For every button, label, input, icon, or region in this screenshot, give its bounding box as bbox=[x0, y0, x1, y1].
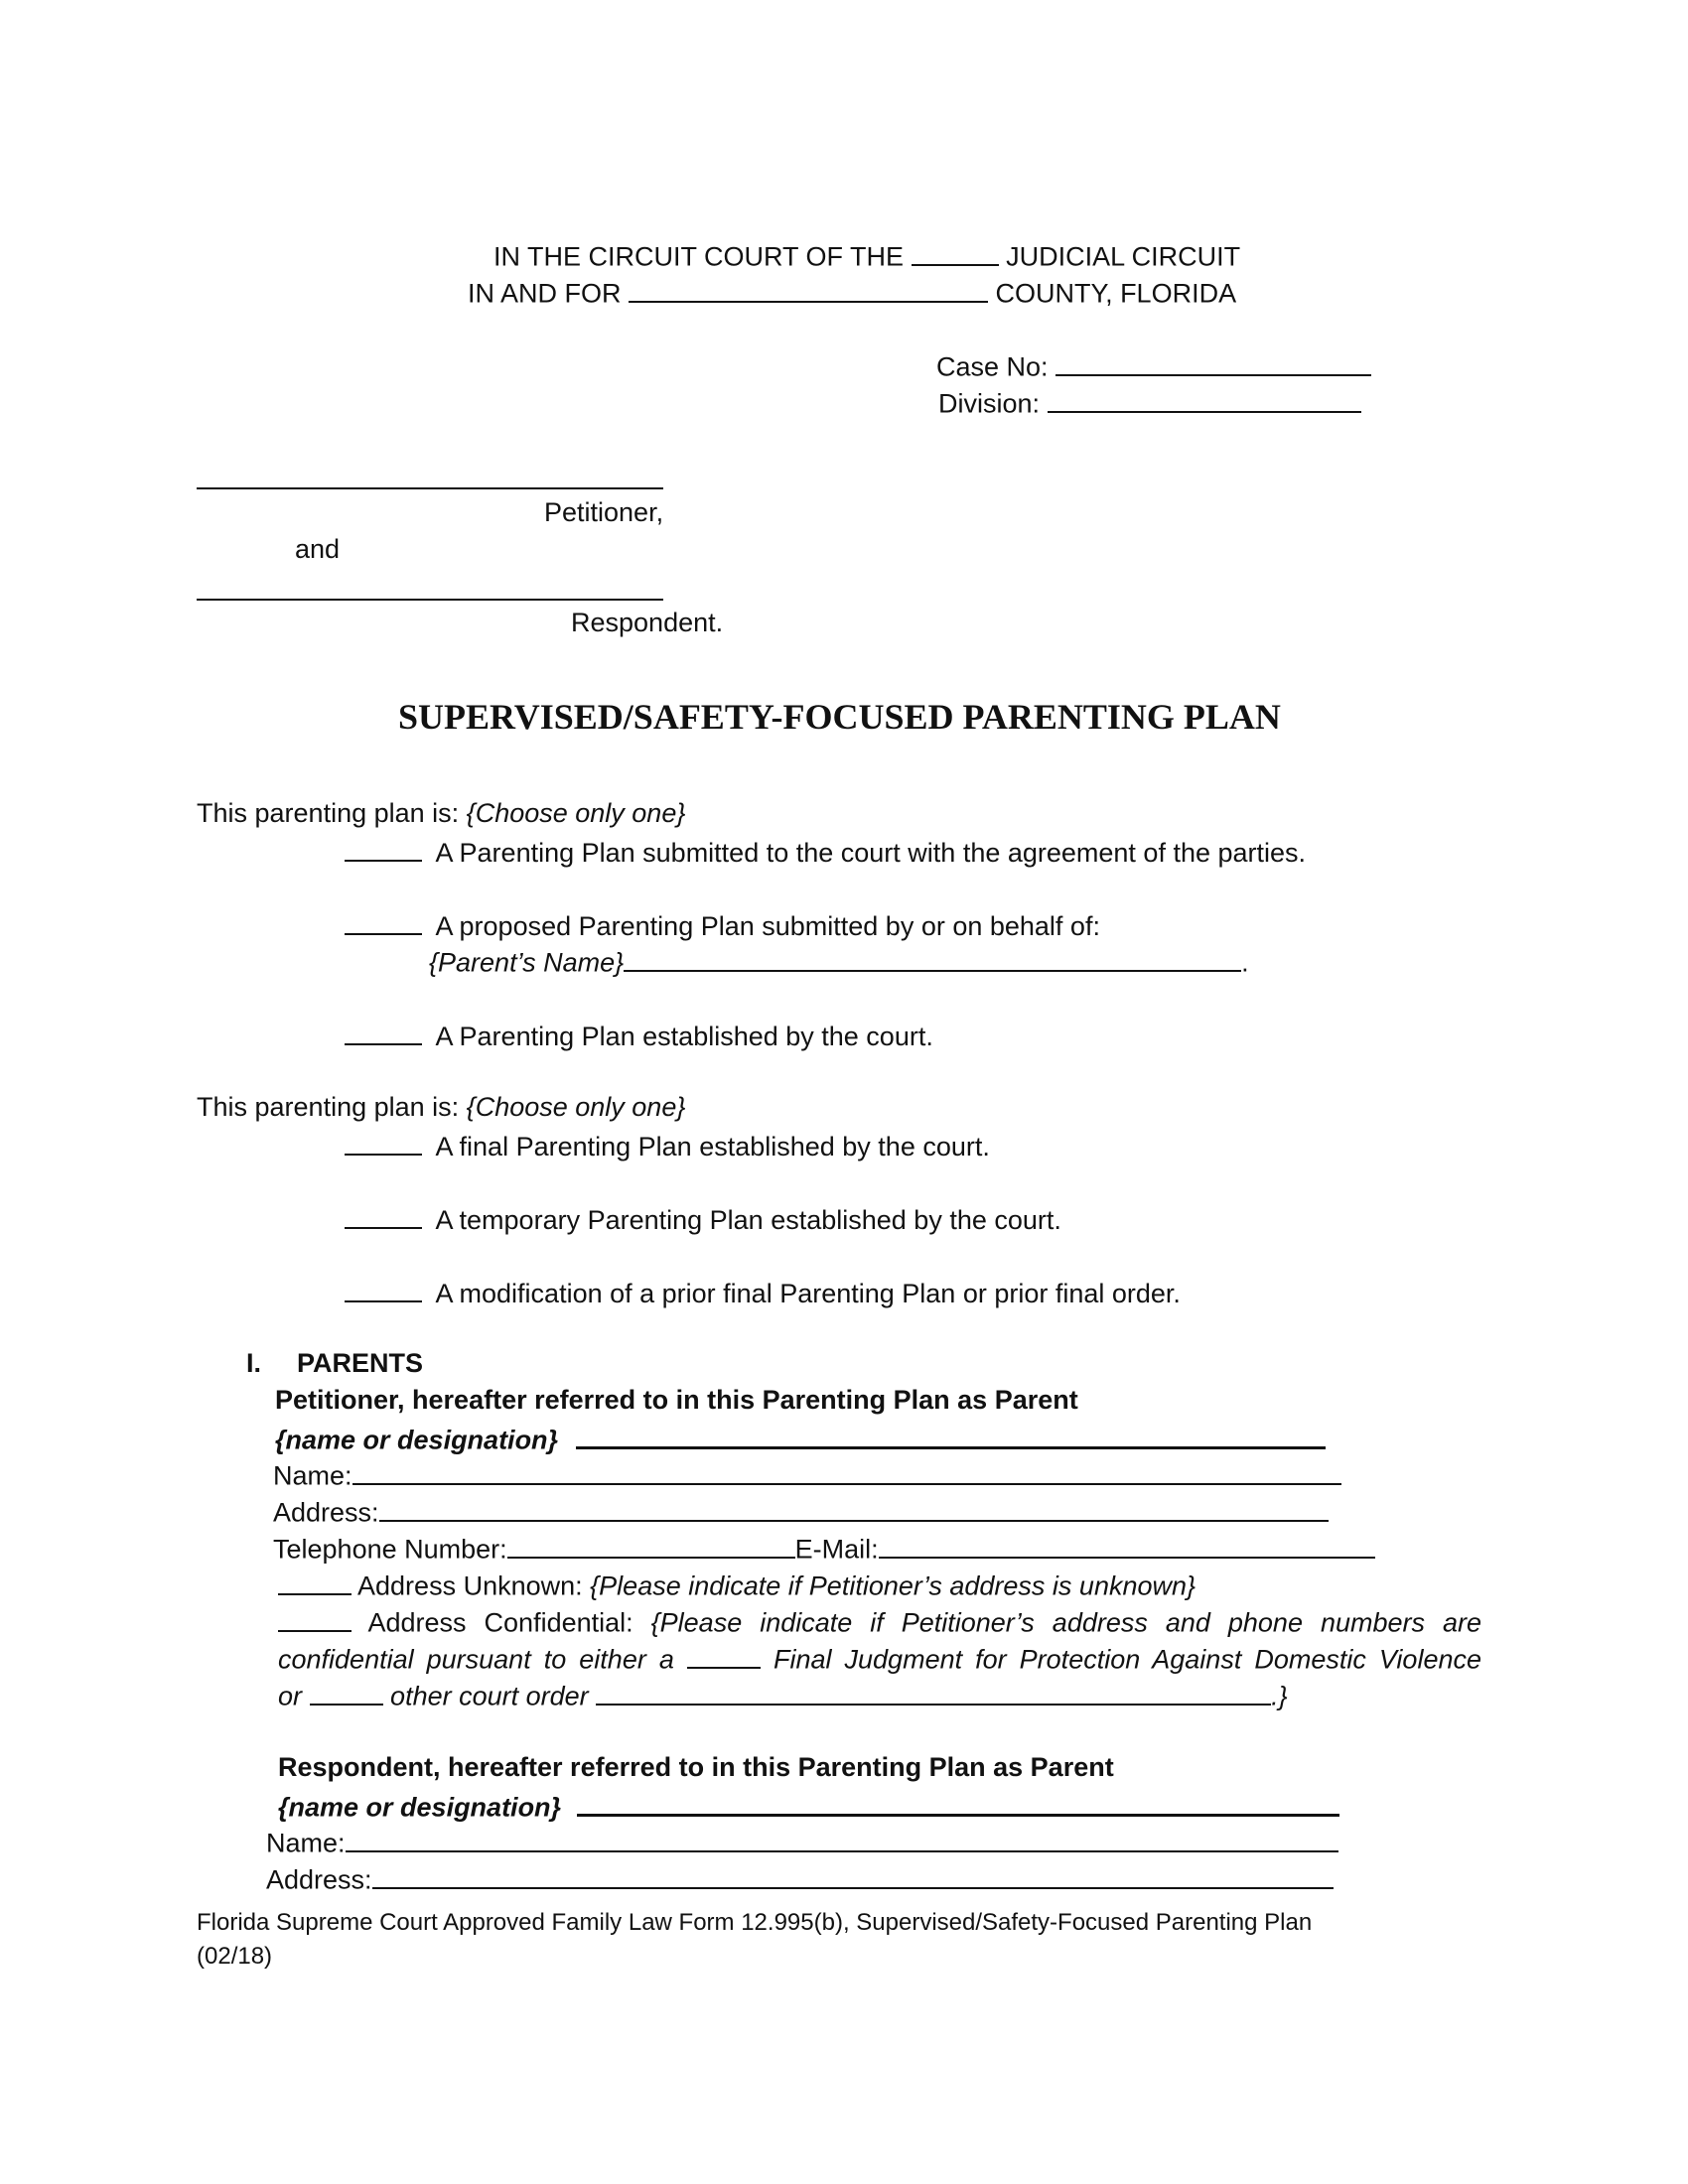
confidential-note-line3: or other court order .} bbox=[278, 1678, 1288, 1712]
respondent-name-field: Name: bbox=[266, 1825, 1338, 1859]
protection-judgment-checkbox[interactable] bbox=[687, 1641, 761, 1669]
petitioner-designation-blank[interactable] bbox=[576, 1421, 1326, 1449]
circuit-number-blank[interactable] bbox=[912, 238, 999, 266]
respondent-name-blank[interactable] bbox=[346, 1825, 1338, 1852]
option-proposed-checkbox[interactable] bbox=[345, 907, 422, 935]
division-field: Division: bbox=[938, 385, 1361, 420]
petitioner-label: Petitioner, bbox=[544, 497, 664, 527]
parent-name-field: {Parent’s Name} . bbox=[429, 944, 1249, 979]
option-temporary-checkbox[interactable] bbox=[345, 1201, 422, 1229]
petitioner-address-blank[interactable] bbox=[379, 1494, 1329, 1522]
petitioner-name-line[interactable] bbox=[197, 487, 663, 489]
petitioner-address-unknown: Address Unknown: {Please indicate if Petitioner’s address is unknown} bbox=[278, 1568, 1196, 1602]
court-caption-line1: IN THE CIRCUIT COURT OF THE JUDICIAL CIRCUIT bbox=[493, 238, 1240, 273]
petitioner-name-field: Name: bbox=[273, 1457, 1341, 1492]
option-agreement-checkbox[interactable] bbox=[345, 834, 422, 862]
petitioner-contact-field: Telephone Number: E-Mail: bbox=[273, 1531, 1375, 1566]
other-order-checkbox[interactable] bbox=[310, 1678, 383, 1706]
address-confidential-checkbox[interactable] bbox=[278, 1604, 352, 1632]
case-number-field: Case No: bbox=[936, 348, 1371, 383]
section-heading-parents: PARENTS bbox=[297, 1348, 424, 1378]
division-blank[interactable] bbox=[1048, 385, 1361, 413]
respondent-address-blank[interactable] bbox=[372, 1861, 1334, 1889]
confidential-note-line2: confidential pursuant to either a Final Judgment for Protection Against Domestic Violence bbox=[278, 1641, 1481, 1676]
section-number: I. bbox=[246, 1348, 262, 1378]
document-title: SUPERVISED/SAFETY-FOCUSED PARENTING PLAN bbox=[398, 697, 1281, 737]
petitioner-heading: Petitioner, hereafter referred to in this Parenting Plan as Parent bbox=[275, 1385, 1078, 1415]
petitioner-name-blank[interactable] bbox=[352, 1457, 1341, 1485]
respondent-designation-blank[interactable] bbox=[577, 1788, 1339, 1817]
county-blank[interactable] bbox=[629, 275, 988, 303]
option-court-established: A Parenting Plan established by the court. bbox=[345, 1018, 933, 1052]
parent-name-blank[interactable] bbox=[624, 944, 1241, 972]
footer-revision-date: (02/18) bbox=[197, 1943, 273, 1970]
option-modification: A modification of a prior final Parenting Plan or prior final order. bbox=[345, 1275, 1181, 1309]
plan-type-intro-1: This parenting plan is: {Choose only one} bbox=[197, 798, 686, 828]
option-court-established-checkbox[interactable] bbox=[345, 1018, 422, 1045]
option-agreement: A Parenting Plan submitted to the court with the agreement of the parties. bbox=[345, 834, 1306, 869]
address-unknown-checkbox[interactable] bbox=[278, 1568, 352, 1595]
court-caption-line2: IN AND FOR COUNTY, FLORIDA bbox=[468, 275, 1236, 310]
and-label: and bbox=[295, 534, 341, 564]
option-proposed: A proposed Parenting Plan submitted by or on behalf of: bbox=[345, 907, 1100, 942]
respondent-address-field: Address: bbox=[266, 1861, 1334, 1896]
petitioner-designation-field: {name or designation} bbox=[275, 1421, 1326, 1456]
other-order-blank[interactable] bbox=[596, 1678, 1271, 1706]
case-number-blank[interactable] bbox=[1055, 348, 1371, 376]
respondent-name-line[interactable] bbox=[197, 599, 663, 601]
petitioner-email-blank[interactable] bbox=[879, 1531, 1375, 1559]
petitioner-address-confidential: Address Confidential: {Please indicate if Petitioner’s address and phone numbers are bbox=[278, 1604, 1481, 1639]
option-temporary: A temporary Parenting Plan established by the court. bbox=[345, 1201, 1061, 1236]
respondent-designation-field: {name or designation} bbox=[278, 1788, 1339, 1824]
petitioner-address-field: Address: bbox=[273, 1494, 1329, 1529]
petitioner-telephone-blank[interactable] bbox=[507, 1531, 795, 1559]
footer-form-citation: Florida Supreme Court Approved Family Law Form 12.995(b), Supervised/Safety-Focused Parenting Plan bbox=[197, 1909, 1313, 1936]
option-modification-checkbox[interactable] bbox=[345, 1275, 422, 1302]
option-final-checkbox[interactable] bbox=[345, 1128, 422, 1156]
respondent-heading: Respondent, hereafter referred to in this Parenting Plan as Parent bbox=[278, 1752, 1114, 1782]
option-final: A final Parenting Plan established by the court. bbox=[345, 1128, 990, 1162]
plan-type-intro-2: This parenting plan is: {Choose only one} bbox=[197, 1092, 686, 1122]
respondent-label: Respondent. bbox=[571, 608, 724, 637]
